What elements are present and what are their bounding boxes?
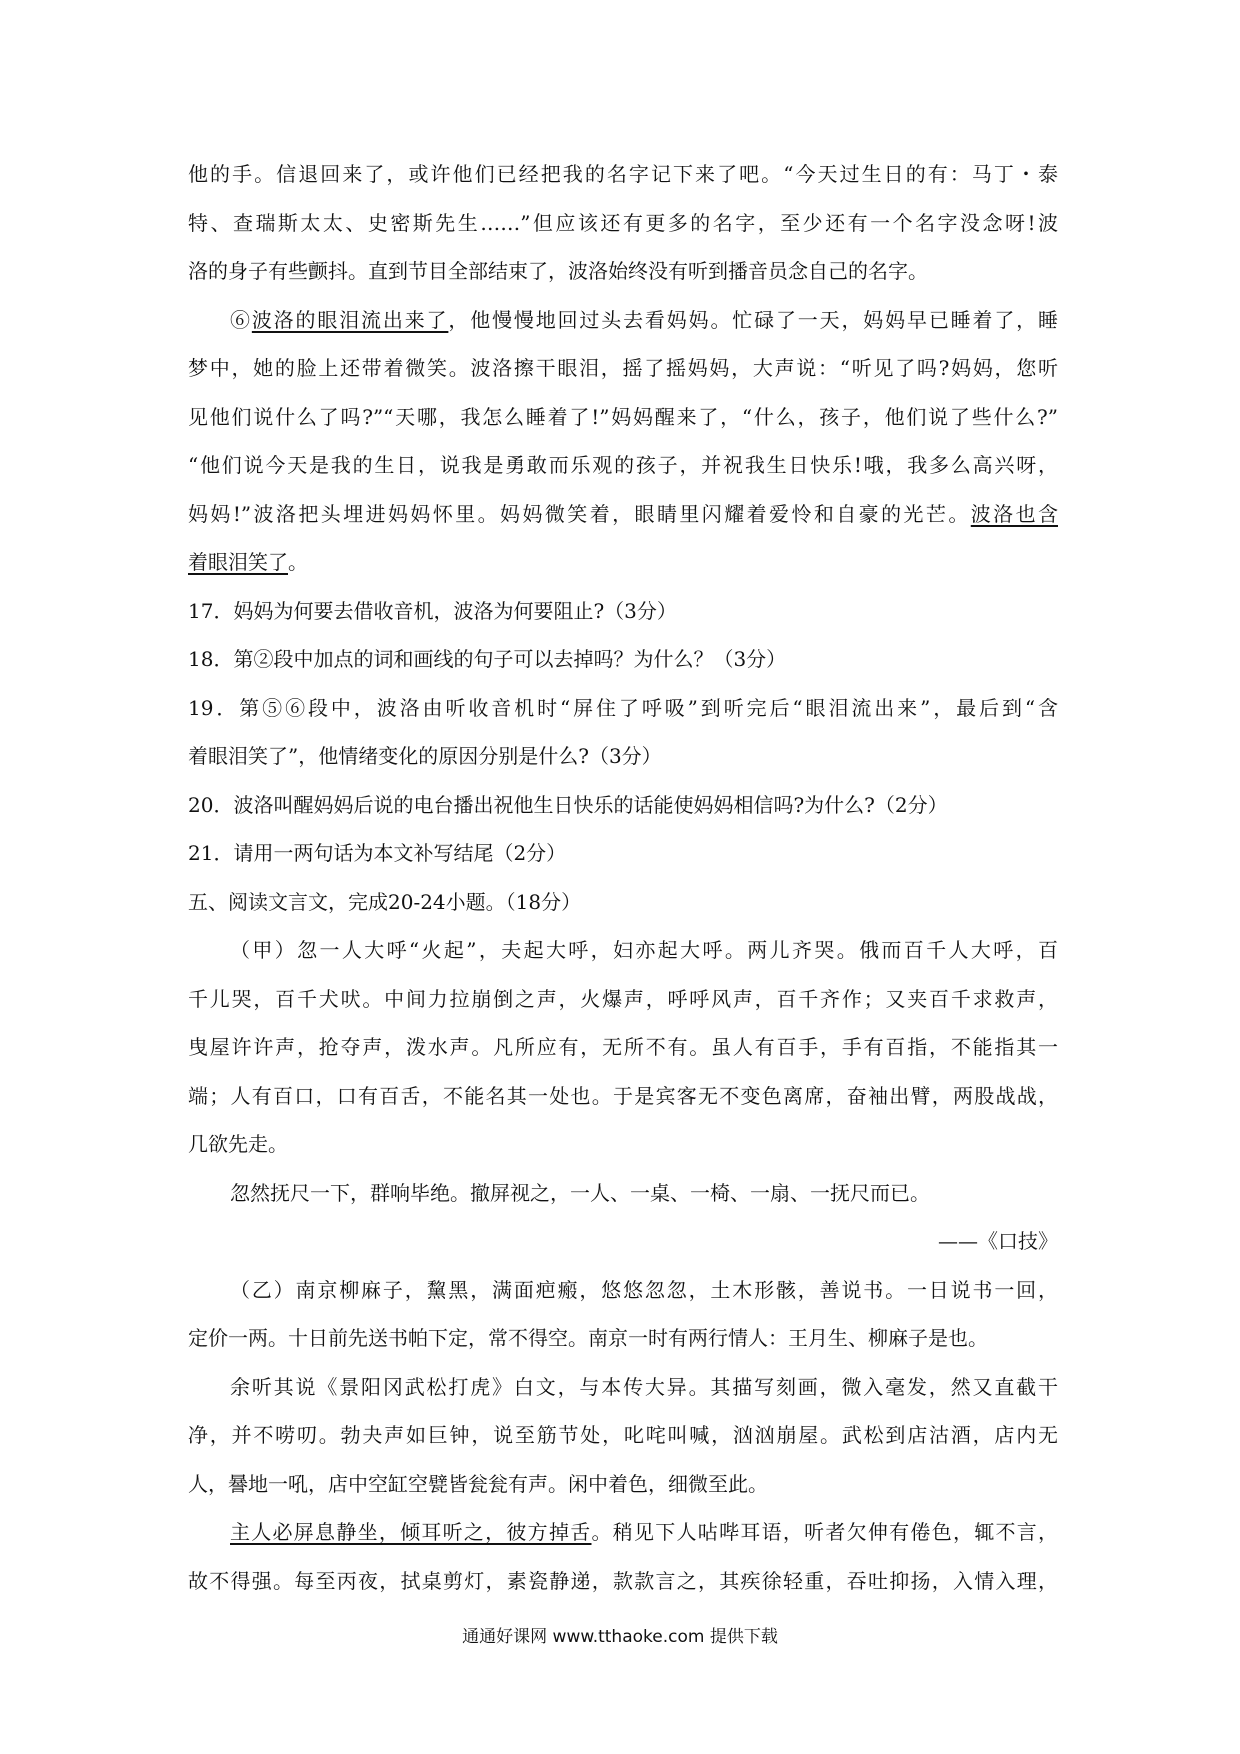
underlined-sentence: 波洛的眼泪流出来了 <box>251 307 449 332</box>
paragraph-number: ⑥ <box>230 307 252 332</box>
classical-text-line: 千儿哭，百千犬吠。中间力拉崩倒之声，火爆声，呼呼风声，百千齐作；又夹百千求救声， <box>188 986 1058 1011</box>
classical-text-line: 人，謈地一吼，店中空缸空甓皆瓮瓮有声。闲中着色，细微至此。 <box>188 1471 768 1496</box>
classical-text-line: （甲）忽一人大呼“火起”，夫起大呼，妇亦起大呼。两儿齐哭。俄而百千人大呼，百 <box>230 938 1058 962</box>
section-heading: 五、阅读文言文，完成20-24小题。（18分） <box>188 889 582 914</box>
classical-text-line <box>188 1508 1058 1557</box>
passage-line <box>188 490 1058 539</box>
classical-text: 。稍见下人呫哔耳语，听者欠伸有倦色，辄不言， <box>591 1520 1058 1544</box>
classical-text-line: 故不得强。每至丙夜，拭桌剪灯，素瓷静递，款款言之，其疾徐轻重，吞吐抑扬，入情入理， <box>188 1568 1058 1593</box>
passage-line: 见他们说什么了吗?”“天哪，我怎么睡着了!”妈妈醒来了，“什么，孩子，他们说了些什么?” <box>188 404 1058 429</box>
classical-text-line: 定价一两。十日前先送书帕下定，常不得空。南京一时有两行情人：王月生、柳麻子是也。 <box>188 1326 988 1350</box>
underlined-sentence: 主人必屏息静坐，倾耳听之，彼方掉舌 <box>230 1520 592 1544</box>
classical-text-line: 余听其说《景阳冈武松打虎》白文，与本传大异。其描写刻画，微入毫发，然又直截干 <box>230 1374 1058 1399</box>
question-19-cont: 着眼泪笑了”，他情绪变化的原因分别是什么?（3分） <box>188 744 662 768</box>
classical-text-line: 几欲先走。 <box>188 1132 288 1156</box>
question-18: 18．第②段中加点的词和画线的句子可以去掉吗？为什么？（3分） <box>188 647 787 671</box>
underlined-sentence: 着眼泪笑了 <box>188 550 288 574</box>
question-19: 19．第⑤⑥段中，波洛由听收音机时“屏住了呼吸”到听完后“眼泪流出来”，最后到“含 <box>188 695 1058 720</box>
document-page <box>188 150 1058 1605</box>
classical-text-line: 净，并不唠叨。勃夬声如巨钟，说至筋节处，叱咤叫喊，汹汹崩屋。武松到店沽酒，店内无 <box>188 1423 1058 1447</box>
classical-text-line: （乙）南京柳麻子，黧黑，满面疤瘢，悠悠忽忽，土木形骸，善说书。一日说书一回， <box>230 1277 1058 1302</box>
passage-text: ，他慢慢地回过头去看妈妈。忙碌了一天，妈妈早已睡着了，睡 <box>448 307 1058 332</box>
passage-line: 他的手。信退回来了，或许他们已经把我的名字记下来了吧。“今天过生日的有：马丁・泰 <box>188 162 1058 186</box>
question-21: 21．请用一两句话为本文补写结尾（2分） <box>188 841 567 865</box>
passage-text: 。 <box>288 550 308 574</box>
passage-line: 洛的身子有些颤抖。直到节目全部结束了，波洛始终没有听到播音员念自己的名字。 <box>188 259 928 283</box>
passage-paragraph-6-line-1 <box>188 296 1058 345</box>
passage-line <box>188 538 1058 587</box>
source-attribution: ——《口技》 <box>938 1229 1058 1253</box>
passage-line: 特、查瑞斯太太、史密斯先生……”但应该还有更多的名字，至少还有一个名字没念呀!波 <box>188 210 1058 235</box>
classical-text-line: 曳屋许许声，抢夺声，泼水声。凡所应有，无所不有。虽人有百手，手有百指，不能指其一 <box>188 1035 1058 1059</box>
passage-line: 梦中，她的脸上还带着微笑。波洛擦干眼泪，摇了摇妈妈，大声说：“听见了吗?妈妈，您听 <box>188 356 1058 380</box>
passage-text: 妈妈!”波洛把头埋进妈妈怀里。妈妈微笑着，眼睛里闪耀着爱怜和自豪的光芒。 <box>188 501 971 526</box>
classical-text-line: 忽然抚尺一下，群响毕绝。撤屏视之，一人、一桌、一椅、一扇、一抚尺而已。 <box>230 1180 930 1205</box>
page-footer: 通通好课网 www.tthaoke.com 提供下载 <box>462 1627 778 1647</box>
classical-text-line: 端；人有百口，口有百舌，不能名其一处也。于是宾客无不变色离席，奋袖出臂，两股战战， <box>188 1083 1058 1108</box>
underlined-sentence: 波洛也含 <box>970 501 1058 526</box>
question-17: 17．妈妈为何要去借收音机，波洛为何要阻止?（3分） <box>188 598 677 623</box>
passage-line: “他们说今天是我的生日，说我是勇敢而乐观的孩子，并祝我生日快乐!哦，我多么高兴呀， <box>188 453 1058 477</box>
question-20: 20．波洛叫醒妈妈后说的电台播出祝他生日快乐的话能使妈妈相信吗?为什么?（2分） <box>188 792 948 817</box>
